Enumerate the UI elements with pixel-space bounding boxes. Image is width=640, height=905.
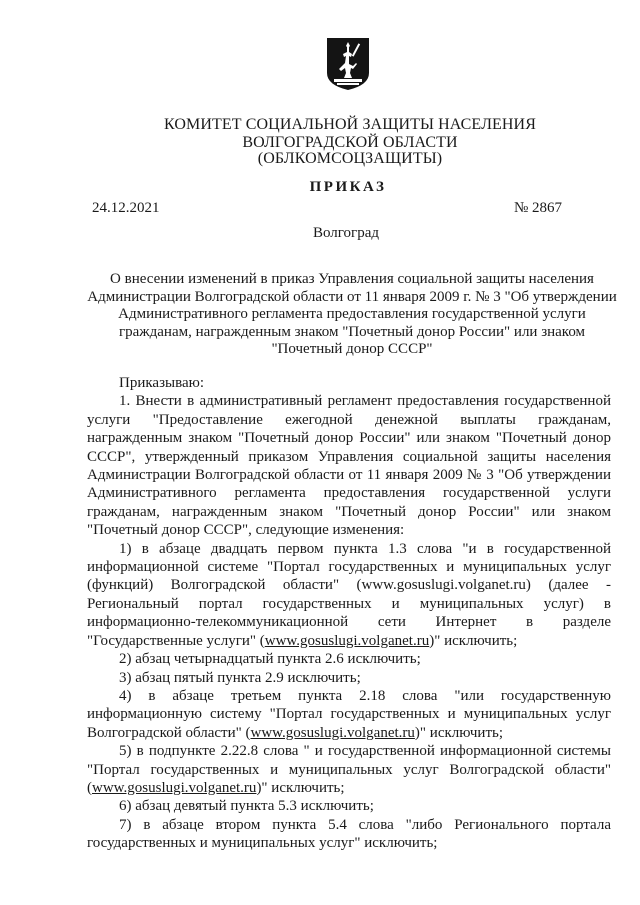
order-city: Волгоград <box>312 225 379 241</box>
subitem-6: 6) абзац девятый пункта 5.3 исключить; <box>119 798 374 815</box>
subitem-4 <box>87 687 611 742</box>
org-name-line-2: ВОЛГОГРАДСКОЙ ОБЛАСТИ <box>242 134 458 151</box>
subitem-1-link[interactable]: www.gosuslugi.volganet.ru <box>264 632 430 649</box>
org-name-line-1: КОМИТЕТ СОЦИАЛЬНОЙ ЗАЩИТЫ НАСЕЛЕНИЯ <box>164 116 536 133</box>
order-item-1: 1. Внести в административный регламент предоставления государственной услуги "Предоставление ежегодной денежной выплаты гражданам, награжденным знаком "Почетный донор России" или знаком "Почетный донор СССР", утвержденный приказом Управления социальной защиты населения Администрации Волгоградской области от 11 января 2009 № 3 "Об утверждении Административного регламента предоставления государственной услуги гражданам, награжденным знаком "Почетный донор России" или знаком "Почетный донор СССР", следующие изменения: <box>87 393 611 539</box>
subitem-2: 2) абзац четырнадцатый пункта 2.6 исключить; <box>119 651 421 668</box>
volgograd-emblem-icon <box>326 37 370 91</box>
order-lead: Приказываю: <box>119 375 204 391</box>
subitem-5-link[interactable]: www.gosuslugi.volganet.ru <box>92 779 257 796</box>
subitem-1 <box>87 540 611 650</box>
order-body <box>87 374 611 853</box>
order-date: 24.12.2021 <box>92 200 160 216</box>
org-name-line-3: (ОБЛКОМСОЦЗАЩИТЫ) <box>257 150 443 167</box>
subitem-5-text-a: 5) в подпункте 2.22.8 слова " и государственной информационной системы "Портал государственных и муниципальных услуг Волгоградской области" ( <box>87 743 611 796</box>
subitem-1-text-a: 1) в абзаце двадцать первом пункта 1.3 слова "и в государственной информационной системе "Портал государственных и муниципальных услуг (функций) Волгоградской области" (www.gosuslugi.volganet.ru) (далее - Региональный портал государственных и муниципальных услуг) в информационно-телекоммуникационной сети Интернет в разделе "Государственные услуги" ( <box>87 540 611 649</box>
subitem-4-link[interactable]: www.gosuslugi.volganet.ru <box>250 724 415 741</box>
subitem-3: 3) абзац пятый пункта 2.9 исключить; <box>119 669 361 686</box>
order-subject: О внесении изменений в приказ Управления социальной защиты населения Администрации Волгоградской области от 11 января 2009 г. № 3 "Об утверждении Административного регламента предоставления государственной услуги гражданам, награжденным знаком "Почетный донор России" или знаком "Почетный донор СССР" <box>87 271 617 358</box>
subitem-1-text-b: )" исключить; <box>429 632 518 649</box>
subitem-4-text-a: 4) в абзаце третьем пункта 2.18 слова "или государственную информационную систему "Портал государственных и муниципальных услуг Волгоградской области" ( <box>87 687 611 741</box>
order-number: № 2867 <box>514 200 563 216</box>
subitem-5-text-b: )" исключить; <box>256 779 345 796</box>
document-type-title: ПРИКАЗ <box>309 179 387 195</box>
subitem-5 <box>87 742 611 797</box>
subitem-4-text-b: )" исключить; <box>414 724 504 741</box>
subitem-7: 7) в абзаце втором пункта 5.4 слова "либо Регионального портала государственных и муниципальных услуг" исключить; <box>87 816 611 852</box>
